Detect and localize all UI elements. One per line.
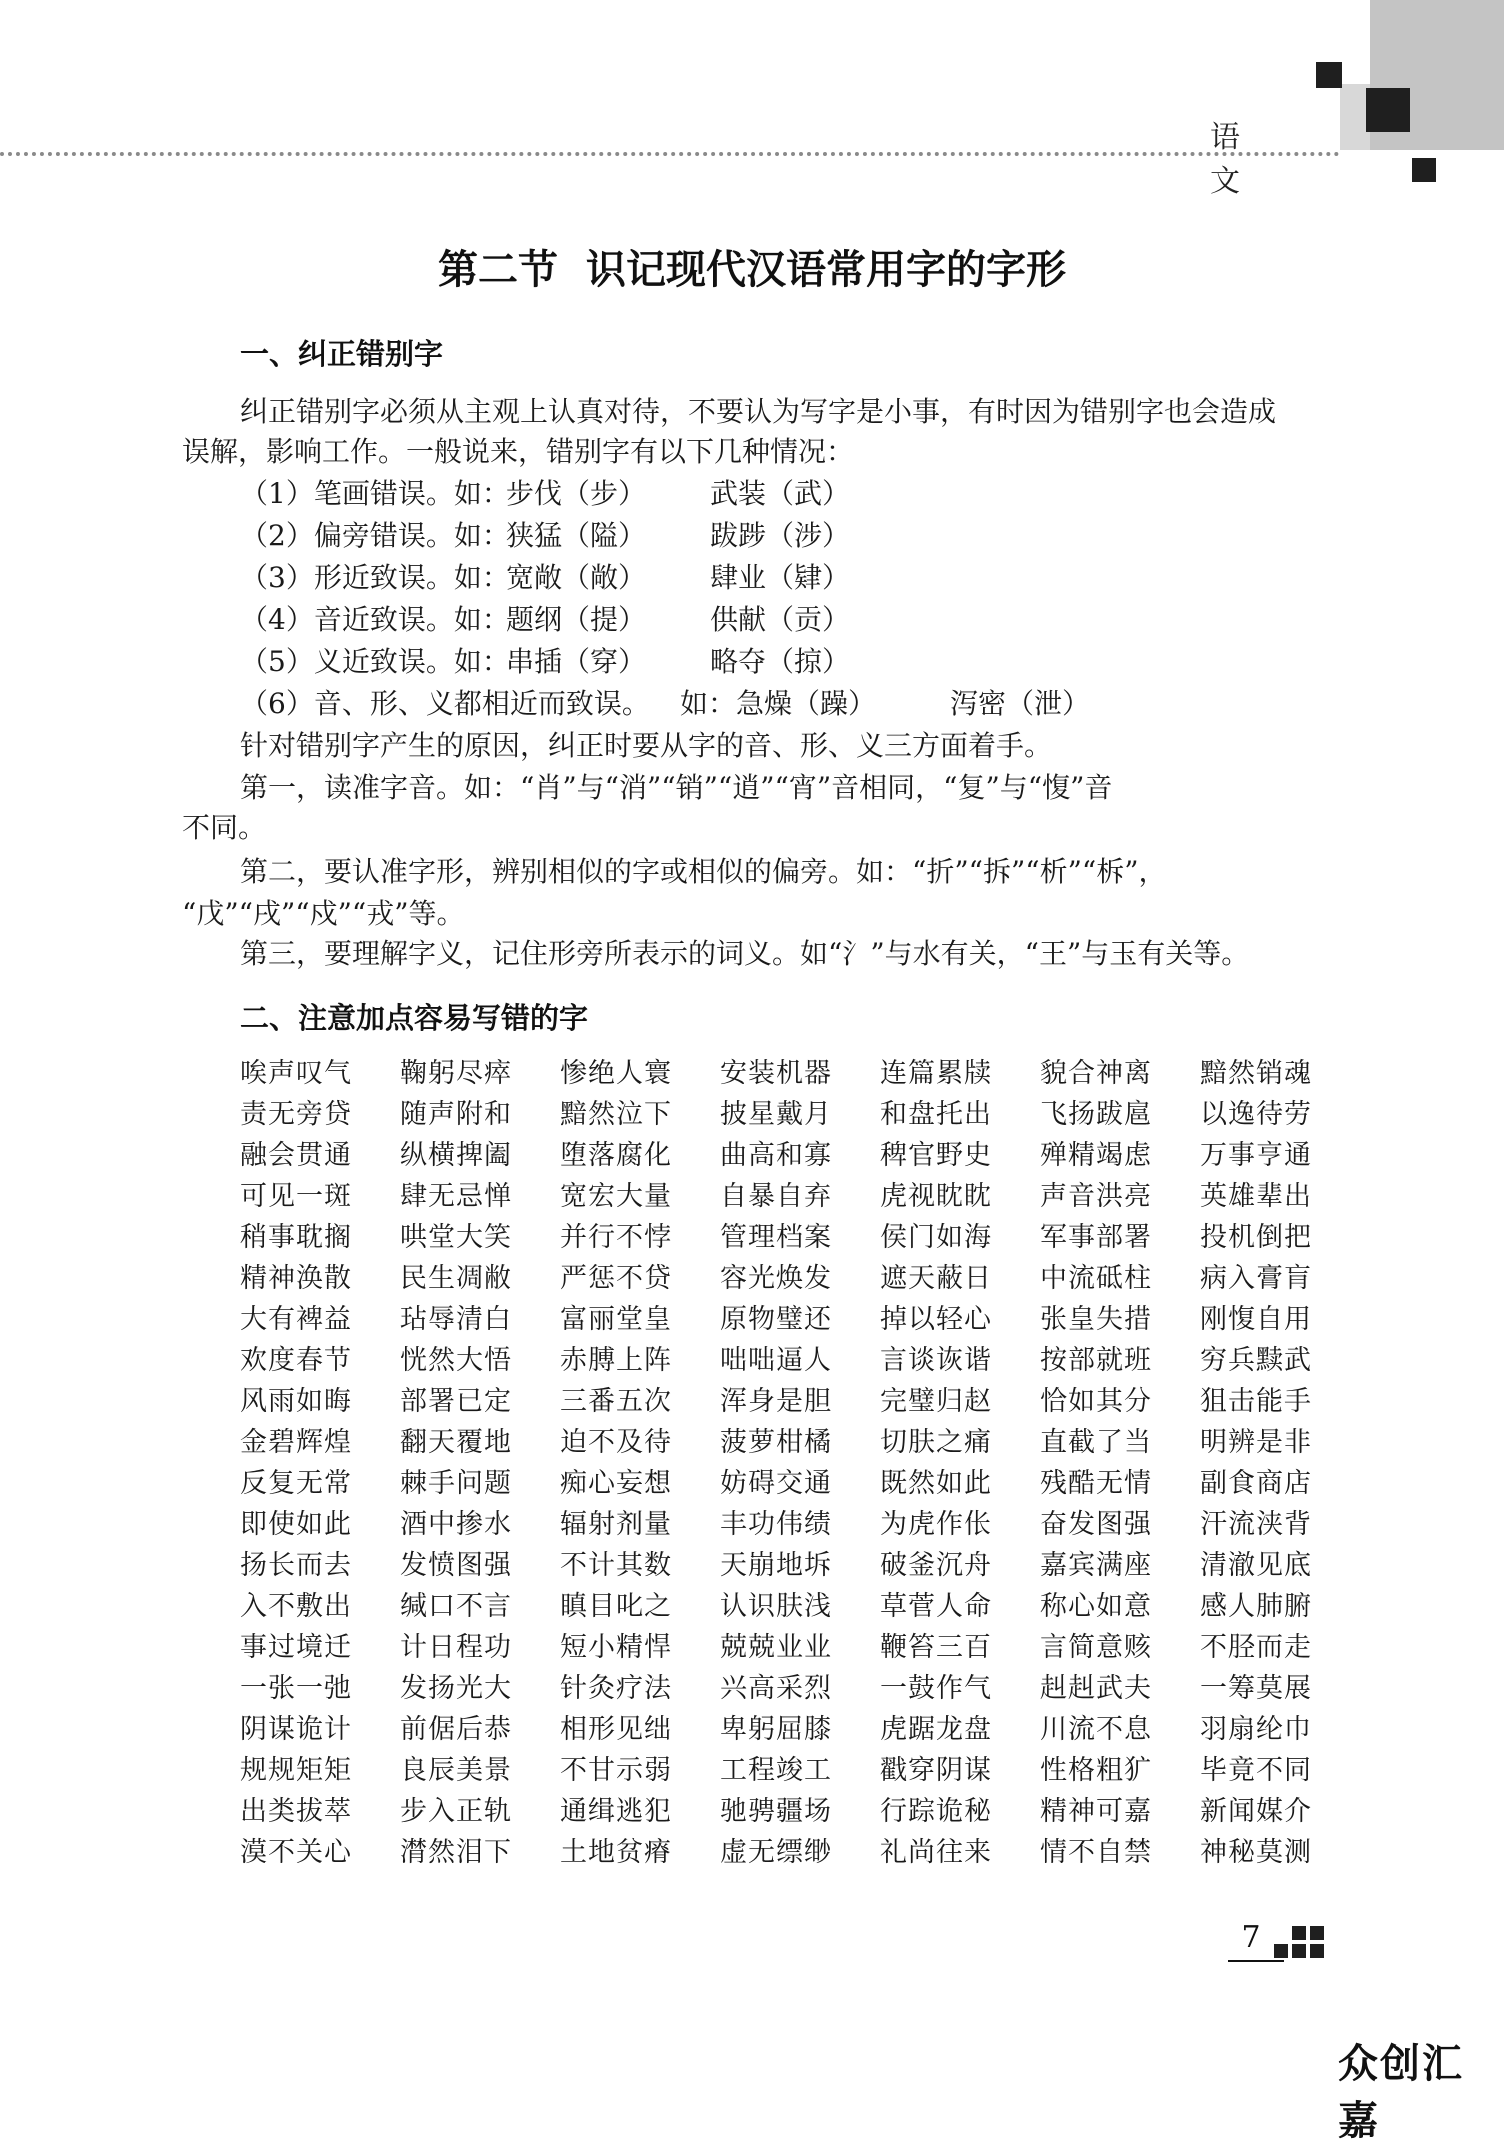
word-item: 神秘莫测 — [1200, 1837, 1312, 1868]
word-item: 不计其数 — [560, 1550, 672, 1581]
word-item: 认识肤浅 — [720, 1591, 832, 1622]
para5: 第三，要理解字义，记住形旁所表示的词义。如“氵”与水有关，“王”与玉有关等。 — [240, 937, 1250, 970]
word-item: 规规矩矩 — [240, 1755, 352, 1786]
word-item: 既然如此 — [880, 1468, 992, 1499]
word-item: 三番五次 — [560, 1386, 672, 1417]
word-item: 肆无忌惮 — [400, 1181, 512, 1212]
word-item: 一筹莫展 — [1200, 1673, 1312, 1704]
word-item: 中流砥柱 — [1040, 1263, 1152, 1294]
word-item: 万事亨通 — [1200, 1140, 1312, 1171]
case-5-label: （5）义近致误。如： — [240, 645, 510, 678]
word-item: 连篇累牍 — [880, 1058, 992, 1089]
word-item: 行踪诡秘 — [880, 1796, 992, 1827]
word-item: 羽扇纶巾 — [1200, 1714, 1312, 1745]
word-item: 自暴自弃 — [720, 1181, 832, 1212]
word-item: 黯然销魂 — [1200, 1058, 1312, 1089]
word-item: 瞋目叱之 — [560, 1591, 672, 1622]
word-item: 一张一弛 — [240, 1673, 352, 1704]
word-item: 严惩不贷 — [560, 1263, 672, 1294]
word-item: 相形见绌 — [560, 1714, 672, 1745]
word-item: 容光焕发 — [720, 1263, 832, 1294]
word-item: 不胫而走 — [1200, 1632, 1312, 1663]
case-3-label: （3）形近致误。如： — [240, 561, 510, 594]
subject-label: 语 文 — [1210, 120, 1268, 199]
case-4-example-1: 题纲（提） — [506, 603, 647, 636]
header-decor-square-1 — [1316, 62, 1342, 88]
word-item: 穷兵黩武 — [1200, 1345, 1312, 1376]
word-item: 浑身是胆 — [720, 1386, 832, 1417]
word-item: 飞扬跋扈 — [1040, 1099, 1152, 1130]
word-item: 迫不及待 — [560, 1427, 672, 1458]
word-item: 风雨如晦 — [240, 1386, 352, 1417]
word-item: 大有裨益 — [240, 1304, 352, 1335]
word-item: 反复无常 — [240, 1468, 352, 1499]
word-item: 痴心妄想 — [560, 1468, 672, 1499]
word-item: 黯然泣下 — [560, 1099, 672, 1130]
case-3 — [240, 561, 851, 594]
word-item: 嘉宾满座 — [1040, 1550, 1152, 1581]
word-item: 戳穿阴谋 — [880, 1755, 992, 1786]
word-item: 英雄辈出 — [1200, 1181, 1312, 1212]
word-item: 辐射剂量 — [560, 1509, 672, 1540]
word-item: 欢度春节 — [240, 1345, 352, 1376]
word-item: 言谈诙谐 — [880, 1345, 992, 1376]
title-text: 识记现代汉语常用字的字形 — [586, 247, 1066, 293]
para1-line2: 误解，影响工作。一般说来，错别字有以下几种情况： — [182, 435, 855, 468]
word-item: 一鼓作气 — [880, 1673, 992, 1704]
word-item: 性格粗犷 — [1040, 1755, 1152, 1786]
para4-line2: “戊”“戌”“戍”“戎”等。 — [182, 897, 465, 930]
word-item: 潸然泪下 — [400, 1837, 512, 1868]
word-item: 融会贯通 — [240, 1140, 352, 1171]
word-item: 稗官野史 — [880, 1140, 992, 1171]
word-item: 随声附和 — [400, 1099, 512, 1130]
footer-decor-square-5 — [1310, 1944, 1324, 1958]
word-item: 驰骋疆场 — [720, 1796, 832, 1827]
word-item: 棘手问题 — [400, 1468, 512, 1499]
word-item: 前倨后恭 — [400, 1714, 512, 1745]
case-4-label: （4）音近致误。如： — [240, 603, 510, 636]
word-item: 堕落腐化 — [560, 1140, 672, 1171]
case-2-example-1: 狭猛（隘） — [506, 519, 647, 552]
footer-decor-square-3 — [1292, 1944, 1306, 1958]
word-item: 针灸疗法 — [560, 1673, 672, 1704]
case-1 — [240, 477, 851, 510]
word-item: 缄口不言 — [400, 1591, 512, 1622]
footer-decor-square-4 — [1310, 1926, 1324, 1940]
word-item: 酒中掺水 — [400, 1509, 512, 1540]
word-item: 切肤之痛 — [880, 1427, 992, 1458]
word-item: 卑躬屈膝 — [720, 1714, 832, 1745]
header-dotted-rule — [0, 152, 1340, 156]
case-2-example-2: 跋踄（涉） — [710, 519, 851, 552]
word-item: 掉以轻心 — [880, 1304, 992, 1335]
footer-decor-square-2 — [1292, 1926, 1306, 1940]
word-item: 咄咄逼人 — [720, 1345, 832, 1376]
word-item: 玷辱清白 — [400, 1304, 512, 1335]
word-item: 金碧辉煌 — [240, 1427, 352, 1458]
word-item: 管理档案 — [720, 1222, 832, 1253]
word-item: 按部就班 — [1040, 1345, 1152, 1376]
word-item: 兴高采烈 — [720, 1673, 832, 1704]
word-item: 责无旁贷 — [240, 1099, 352, 1130]
word-item: 刚愎自用 — [1200, 1304, 1312, 1335]
word-item: 良辰美景 — [400, 1755, 512, 1786]
word-item: 殚精竭虑 — [1040, 1140, 1152, 1171]
word-item: 侯门如海 — [880, 1222, 992, 1253]
word-item: 纵横捭阖 — [400, 1140, 512, 1171]
header-decor-square-2 — [1366, 88, 1410, 132]
word-item: 富丽堂皇 — [560, 1304, 672, 1335]
word-item: 赤膊上阵 — [560, 1345, 672, 1376]
word-item: 以逸待劳 — [1200, 1099, 1312, 1130]
word-item: 直截了当 — [1040, 1427, 1152, 1458]
word-item: 新闻媒介 — [1200, 1796, 1312, 1827]
word-item: 明辨是非 — [1200, 1427, 1312, 1458]
case-5-example-2: 略夺（掠） — [710, 645, 851, 678]
word-item: 虎视眈眈 — [880, 1181, 992, 1212]
word-item: 赳赳武夫 — [1040, 1673, 1152, 1704]
word-item: 曲高和寡 — [720, 1140, 832, 1171]
word-item: 事过境迁 — [240, 1632, 352, 1663]
case-5-example-1: 串插（穿） — [506, 645, 647, 678]
word-item: 安装机器 — [720, 1058, 832, 1089]
word-item: 声音洪亮 — [1040, 1181, 1152, 1212]
word-item: 计日程功 — [400, 1632, 512, 1663]
case-6-example-1: 如：急燥（躁） — [680, 687, 877, 720]
word-item: 兢兢业业 — [720, 1632, 832, 1663]
para1-line1: 纠正错别字必须从主观上认真对待，不要认为写字是小事，有时因为错别字也会造成 — [240, 395, 1277, 428]
word-item: 情不自禁 — [1040, 1837, 1152, 1868]
word-item: 漠不关心 — [240, 1837, 352, 1868]
word-item: 投机倒把 — [1200, 1222, 1312, 1253]
case-6 — [240, 687, 1091, 720]
case-4 — [240, 603, 851, 636]
word-item: 土地贫瘠 — [560, 1837, 672, 1868]
para4-line1: 第二，要认准字形，辨别相似的字或相似的偏旁。如：“折”“拆”“析”“柝”， — [240, 855, 1167, 888]
word-item: 军事部署 — [1040, 1222, 1152, 1253]
word-item: 恍然大悟 — [400, 1345, 512, 1376]
header-decor-square-3 — [1412, 158, 1436, 182]
word-item: 即使如此 — [240, 1509, 352, 1540]
word-item: 唉声叹气 — [240, 1058, 352, 1089]
word-item: 鞭笞三百 — [880, 1632, 992, 1663]
word-item: 并行不悖 — [560, 1222, 672, 1253]
word-item: 草菅人命 — [880, 1591, 992, 1622]
word-item: 礼尚往来 — [880, 1837, 992, 1868]
watermark: 众创汇嘉 — [1338, 2041, 1464, 2144]
word-item: 为虎作伥 — [880, 1509, 992, 1540]
word-item: 部署已定 — [400, 1386, 512, 1417]
word-item: 虎踞龙盘 — [880, 1714, 992, 1745]
case-3-example-1: 宽敞（敞） — [506, 561, 647, 594]
word-item: 和盘托出 — [880, 1099, 992, 1130]
word-item: 张皇失措 — [1040, 1304, 1152, 1335]
case-2-label: （2）偏旁错误。如： — [240, 519, 510, 552]
footer-decor-square-1 — [1274, 1944, 1288, 1958]
word-item: 菠萝柑橘 — [720, 1427, 832, 1458]
page-number-underline — [1228, 1960, 1284, 1962]
word-item: 清澈见底 — [1200, 1550, 1312, 1581]
title-section-number: 第二节 — [438, 247, 558, 293]
word-item: 称心如意 — [1040, 1591, 1152, 1622]
para3-line1: 第一，读准字音。如：“肖”与“消”“销”“逍”“宵”音相同，“复”与“愎”音 — [240, 771, 1113, 804]
word-item: 完璧归赵 — [880, 1386, 992, 1417]
word-item: 虚无缥缈 — [720, 1837, 832, 1868]
word-item: 稍事耽搁 — [240, 1222, 352, 1253]
word-item: 哄堂大笑 — [400, 1222, 512, 1253]
section-1-heading: 一、纠正错别字 — [240, 337, 444, 371]
page-number: 7 — [1241, 1920, 1261, 1955]
word-item: 翻天覆地 — [400, 1427, 512, 1458]
word-item: 残酷无情 — [1040, 1468, 1152, 1499]
case-1-label: （1）笔画错误。如： — [240, 477, 510, 510]
word-item: 副食商店 — [1200, 1468, 1312, 1499]
word-item: 通缉逃犯 — [560, 1796, 672, 1827]
word-item: 病入膏肓 — [1200, 1263, 1312, 1294]
word-item: 毕竟不同 — [1200, 1755, 1312, 1786]
word-item: 步入正轨 — [400, 1796, 512, 1827]
word-item: 破釜沉舟 — [880, 1550, 992, 1581]
word-item: 丰功伟绩 — [720, 1509, 832, 1540]
para3-line2: 不同。 — [182, 811, 267, 844]
para2: 针对错别字产生的原因，纠正时要从字的音、形、义三方面着手。 — [240, 729, 1053, 762]
word-item: 奋发图强 — [1040, 1509, 1152, 1540]
word-item: 可见一斑 — [240, 1181, 352, 1212]
word-item: 精神可嘉 — [1040, 1796, 1152, 1827]
case-2 — [240, 519, 851, 552]
word-item: 鞠躬尽瘁 — [400, 1058, 512, 1089]
word-item: 汗流浃背 — [1200, 1509, 1312, 1540]
word-item: 短小精悍 — [560, 1632, 672, 1663]
word-item: 出类拔萃 — [240, 1796, 352, 1827]
word-item: 川流不息 — [1040, 1714, 1152, 1745]
word-item: 民生凋敝 — [400, 1263, 512, 1294]
word-item: 工程竣工 — [720, 1755, 832, 1786]
word-item: 发愤图强 — [400, 1550, 512, 1581]
word-item: 狙击能手 — [1200, 1386, 1312, 1417]
word-item: 遮天蔽日 — [880, 1263, 992, 1294]
word-item: 貌合神离 — [1040, 1058, 1152, 1089]
word-item: 原物璧还 — [720, 1304, 832, 1335]
word-item: 不甘示弱 — [560, 1755, 672, 1786]
word-item: 感人肺腑 — [1200, 1591, 1312, 1622]
word-item: 扬长而去 — [240, 1550, 352, 1581]
word-item: 入不敷出 — [240, 1591, 352, 1622]
word-item: 言简意赅 — [1040, 1632, 1152, 1663]
word-item: 宽宏大量 — [560, 1181, 672, 1212]
case-5 — [240, 645, 851, 678]
case-4-example-2: 供献（贡） — [710, 603, 851, 636]
word-item: 披星戴月 — [720, 1099, 832, 1130]
case-3-example-2: 肆业（肄） — [710, 561, 851, 594]
case-1-example-2: 武装（武） — [710, 477, 851, 510]
word-item: 精神涣散 — [240, 1263, 352, 1294]
section-2-heading: 二、注意加点容易写错的字 — [240, 1001, 589, 1035]
word-item: 妨碍交通 — [720, 1468, 832, 1499]
case-1-example-1: 步伐（步） — [506, 477, 647, 510]
word-item: 阴谋诡计 — [240, 1714, 352, 1745]
word-item: 惨绝人寰 — [560, 1058, 672, 1089]
case-6-label: （6）音、形、义都相近而致误。 — [240, 687, 650, 720]
word-item: 天崩地坼 — [720, 1550, 832, 1581]
word-item: 恰如其分 — [1040, 1386, 1152, 1417]
word-item: 发扬光大 — [400, 1673, 512, 1704]
case-6-example-2: 泻密（泄） — [950, 687, 1091, 720]
page-title — [0, 238, 1504, 295]
